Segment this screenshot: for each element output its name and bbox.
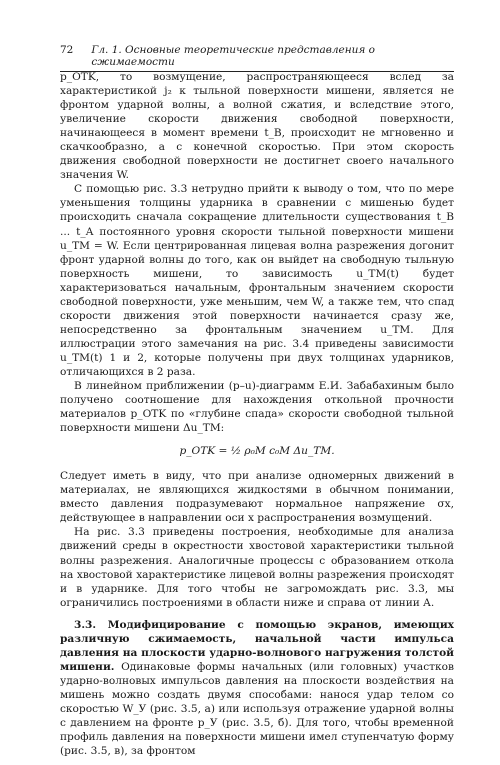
paragraph-3: В линейном приближении (p–u)-диаграмм Е.И. Забабахиным было получено соотношение для нахождения откольной прочности материалов p_OTK по «глубине спада» скорости свободной тыльной поверхности мишени Δu_TM:	[60, 380, 454, 435]
section-3-3	[60, 618, 454, 758]
spall-strength-formula: p_OTK = ½ ρ₀M c₀M Δu_TM.	[179, 445, 335, 458]
page-body	[60, 70, 454, 758]
paragraph-4: Следует иметь в виду, что при анализе одномерных движений в материалах, не являющихся жидкостями в обычном понимании, вместо давления подразумевают нормальное напряжение σx, действующее в направлении оси x распространения возмущений.	[60, 470, 454, 525]
paragraph-2: С помощью рис. 3.3 нетрудно прийти к выводу о том, что по мере уменьшения толщины ударника в сравнении с мишенью будет происходить сначала сокращение длительности существования t_B ... t_A постоянного уровня скорости тыльной поверхности мишени u_TM = W. Если центрированная лицевая волна разрежения догонит фронт ударной волны до того, как он выйдет на свободную тыльную поверхность мишени, то зависимость u_TM(t) будет характеризоваться начальным, фронтальным значением скорости свободной поверхности, уже меньшим, чем W, а также тем, что спад скорости движения этой поверхности начинается сразу же, непосредственно за фронтальным значением u_TM. Для иллюстрации этого замечания на рис. 3.4 приведены зависимости u_TM(t) 1 и 2, которые получены при двух толщинах ударников, отличающихся в 2 раза.	[60, 183, 454, 378]
running-header	[60, 44, 454, 72]
paragraph-5: На рис. 3.3 приведены построения, необходимые для анализа движений среды в окрестности хвостовой характеристики тыльной волны разрежения. Аналогичные процессы с образованием откола на хвостовой характеристике лицевой волны разрежения происходят и в ударнике. Для того чтобы не загромождать рис. 3.3, мы ограничились построениями в области ниже и справа от линии A.	[60, 526, 454, 609]
section-heading: 3.3. Модифицирование с помощью экранов, имеющих различную сжимаемость, начальной части импульса давления на плоскости ударно-волнового нагружения толстой мишени.	[60, 618, 454, 673]
running-title: Гл. 1. Основные теоретические представления о сжимаемости	[91, 44, 376, 68]
paragraph-1: p_OTK, то возмущение, распространяющееся вслед за характеристикой j₂ к тыльной поверхности мишени, является не фронтом ударной волны, а волной сжатия, и вследствие этого, увеличение скорости движения свободной поверхности, начинающееся в момент времени t_B, происходит не мгновенно и скачкообразно, а с конечной скоростью. При этом скорость движения свободной поверхности не достигнет своего начального значения W.	[60, 71, 454, 182]
section-text: Одинаковые формы начальных (или головных) участков ударно-волновых импульсов давления на плоскости воздействия на мишень можно создать двумя способами: нанося удар телом со скоростью W_У (рис. 3.5, а) или используя отражение ударной волны с давлением на фронте p_У (рис. 3.5, б). Для того, чтобы временной профиль давления на поверхности мишени имел ступенчатую форму (рис. 3.5, в), за фронтом	[60, 660, 454, 758]
page-number: 72	[60, 44, 74, 56]
